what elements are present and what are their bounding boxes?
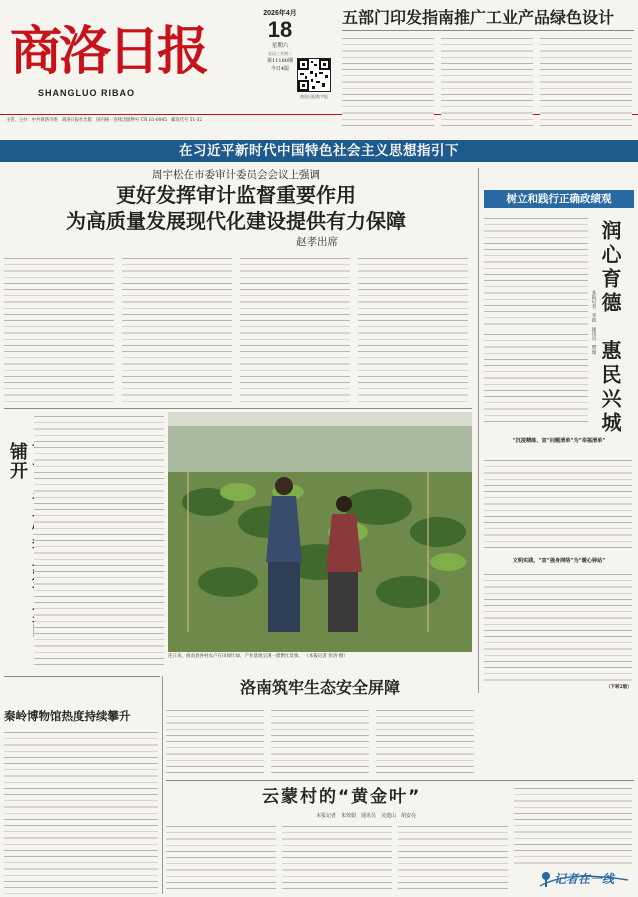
top-story-title[interactable]: 五部门印发指南推广工业产品绿色设计 <box>342 8 615 27</box>
yunmeng-title[interactable]: 云蒙村的“黄金叶” <box>262 787 422 807</box>
top-story <box>342 8 634 132</box>
side-section-2: 文明实践，“宣“强身网络”为“暖心驿站” <box>512 558 606 564</box>
feature-photo-caption <box>168 654 472 660</box>
banner-text: 在习近平新时代中国特色社会主义思想指引下 <box>179 143 459 159</box>
eco-story <box>166 676 474 776</box>
banner <box>0 140 638 162</box>
lead-kicker: 周宇松在市委审计委员会会议上强调 <box>152 169 320 181</box>
lead-headline-1[interactable]: 更好发挥审计监督重要作用 <box>116 183 356 207</box>
date-day: 18 <box>267 17 293 42</box>
page-count: 今日4版 <box>270 66 290 72</box>
side-column <box>484 190 634 695</box>
masthead-pinyin: SHANGLUO RIBAO <box>38 88 135 98</box>
yunmeng-story <box>166 784 634 896</box>
museum-story-title[interactable]: 秦岭博物馆热度持续攀升 <box>4 709 131 723</box>
side-column-header: 树立和践行正确政绩观 <box>484 190 634 208</box>
lead-headline-2[interactable]: 为高质量发展现代化建设提供有力保障 <box>66 209 406 233</box>
date-year-month: 2026年4月 <box>263 10 297 17</box>
lead-story <box>4 168 468 404</box>
date-block <box>260 8 300 73</box>
feature-story-title[interactable]: 铺开 <box>7 442 28 480</box>
eco-story-title[interactable]: 洛南筑牢生态安全屏障 <box>239 678 400 697</box>
feature-photo <box>168 412 472 652</box>
side-section-1: “沉浸精练、宣“问题清单”为“幸福清单” <box>512 438 606 444</box>
sponsor-line: 主管、主办：中共商洛市委 商洛日报社出版 国内统一连续出版物号 CN 61-0045 邮发代号 51-32 <box>6 118 203 123</box>
qr-code-icon <box>297 58 331 92</box>
side-column-title[interactable]: 润心育德 惠民兴城 <box>598 220 622 436</box>
yunmeng-byline: 本报记者 朱效娟 通讯员 吴建山 胡安亮 <box>316 813 417 819</box>
date-weekday: 星期六 <box>271 43 289 49</box>
issue-number: 第11180期 <box>267 58 293 64</box>
photo-caption-text: 连日来，商南县各村农户在田间忙碌，产业基地呈现一派繁忙景象。 <box>168 654 303 659</box>
side-column-byline: 本报记者 李政 通讯员 樊瑞 <box>591 290 596 355</box>
museum-story <box>4 708 158 896</box>
photo-credit: （本报记者 彭涛 摄） <box>304 654 348 659</box>
reporter-stamp-text: 记者在一线 <box>554 872 615 886</box>
masthead-title: 商洛日报 <box>10 21 207 82</box>
side-continue-note: （下转2版） <box>605 685 632 690</box>
reporter-stamp <box>538 866 630 892</box>
date-lunar: 农历三月初二 <box>268 51 292 56</box>
feature-story <box>4 412 474 674</box>
qr-caption: 商洛日报数字报 <box>300 94 328 99</box>
lead-attendee: 赵孝出席 <box>296 236 338 248</box>
